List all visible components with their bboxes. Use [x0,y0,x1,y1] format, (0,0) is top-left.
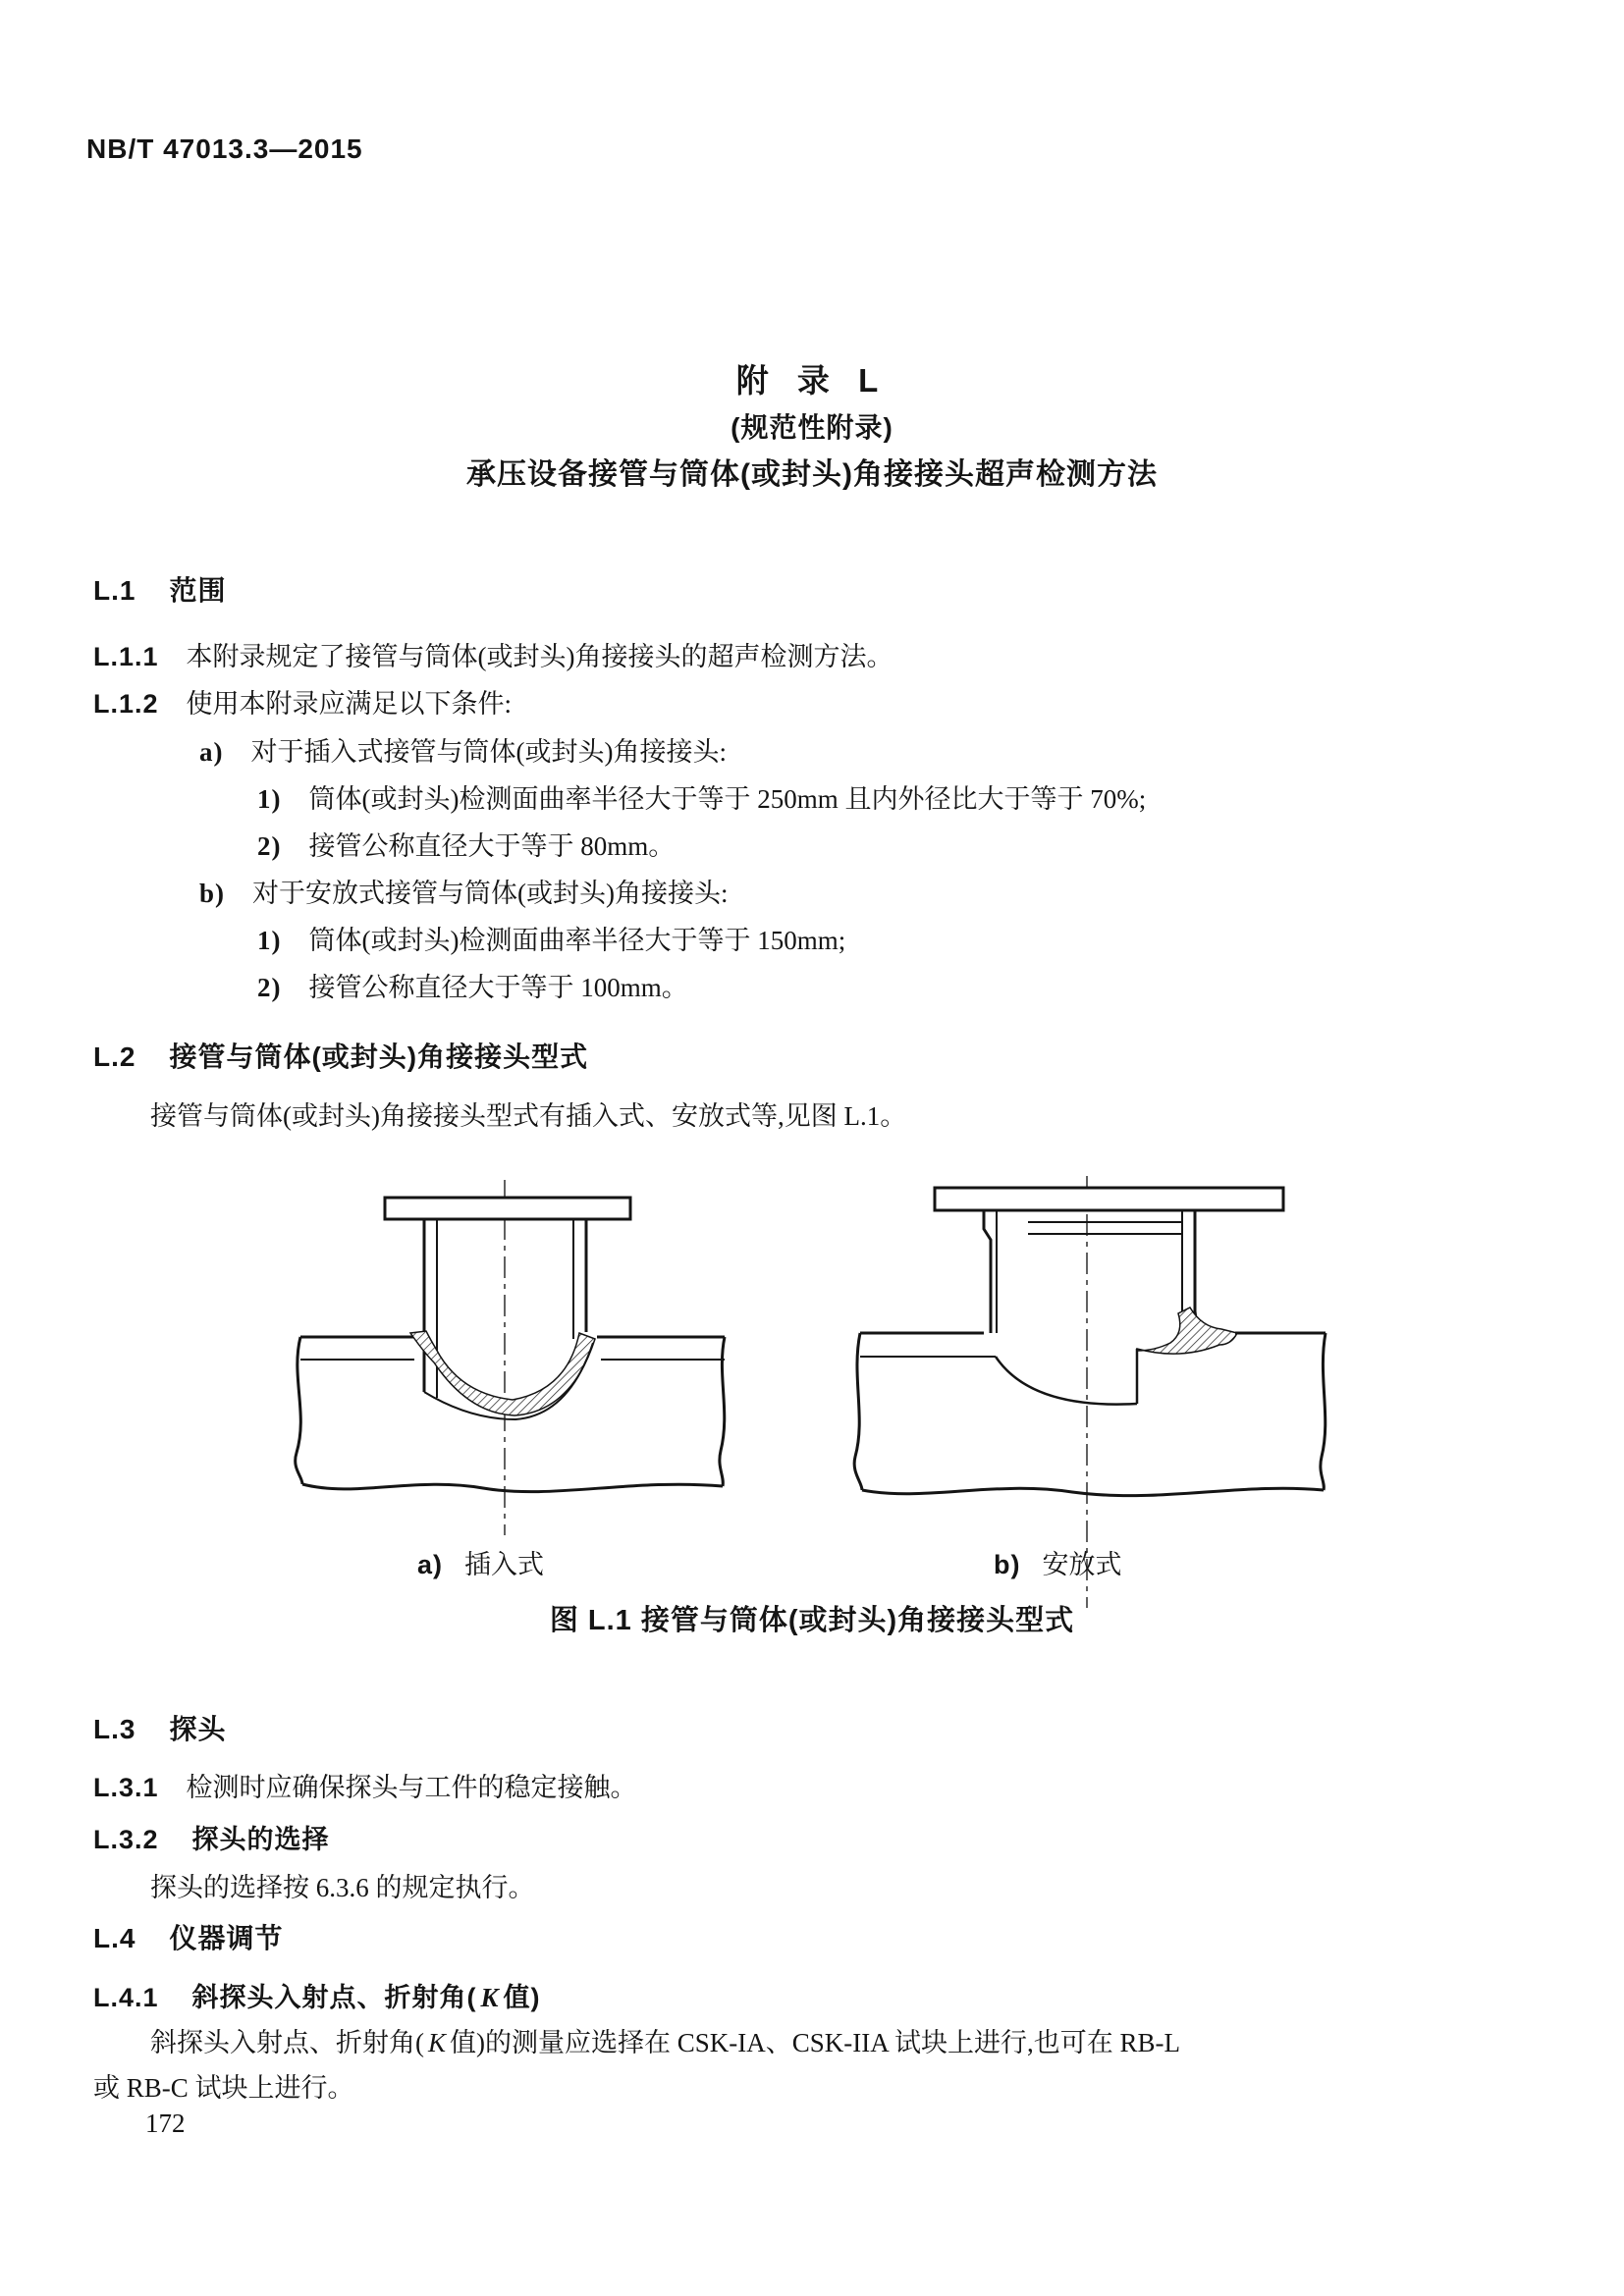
clause-l3-1-text: 检测时应确保探头与工件的稳定接触。 [186,1773,637,1802]
clause-l2-heading [93,1036,588,1075]
nozzle-flange [385,1198,630,1219]
clause-l3-heading [93,1708,226,1747]
clause-l3-2-paragraph: 探头的选择按 6.3.6 的规定执行。 [150,1873,535,1902]
clause-l4-1-heading [93,1976,541,2014]
list-item-b-number: b) [199,879,226,908]
list-item-b2-number: 2) [257,973,282,1002]
clause-l2-number: L.2 [93,1041,136,1072]
clause-l4-1-paragraph-line1 [93,2026,1180,2059]
appendix-name: 承压设备接管与筒体(或封头)角接接头超声检测方法 [466,458,1158,491]
clause-l4-number: L.4 [93,1923,136,1953]
clause-l1-2-number: L.1.2 [93,689,159,719]
clause-l4-1-title-post: 值) [503,1983,541,2012]
clause-l4-1-title-k-symbol: K [480,1983,500,2012]
clause-l1-1-text: 本附录规定了接管与筒体(或封头)角接接头的超声检测方法。 [186,642,893,671]
clause-l2-paragraph: 接管与筒体(或封头)角接接头型式有插入式、安放式等,见图 L.1。 [150,1101,907,1131]
figure-label-b-letter: b) [994,1550,1021,1579]
shell-break-line [862,1488,1324,1495]
appendix-title: 附 录 L [735,362,889,399]
clause-l4-1-number: L.4.1 [93,1983,159,2012]
clause-l1-2 [93,687,512,721]
clause-l1-heading [93,569,226,609]
list-item-a2 [257,829,675,863]
list-item-b-text: 对于安放式接管与筒体(或封头)角接接头: [252,879,729,908]
figure-label-b-text: 安放式 [1042,1550,1122,1579]
page-number: 172 [145,2109,186,2138]
shell-break-line [302,1484,723,1492]
list-item-b [199,877,729,910]
list-item-b1-text: 筒体(或封头)检测面曲率半径大于等于 150mm; [308,926,846,955]
list-item-a1 [257,782,1146,816]
clause-l3-number: L.3 [93,1714,136,1744]
figure-label-b [994,1543,1121,1581]
figure-label-a-text: 插入式 [464,1550,545,1579]
list-item-a1-number: 1) [257,784,282,814]
weld-seam [1137,1308,1237,1354]
nozzle-flange [935,1188,1283,1210]
clause-l4-1-para-k-symbol: K [428,2028,447,2057]
figure-a-drawing-insert-type [287,1170,738,1543]
weld-seam [410,1331,595,1415]
list-item-b1-number: 1) [257,926,282,955]
clause-l4-title: 仪器调节 [169,1923,284,1953]
clause-l4-1-title-pre: 斜探头入射点、折射角( [191,1983,477,2012]
clause-l3-2-heading [93,1818,330,1856]
list-item-a-number: a) [199,737,224,767]
clause-l3-1-number: L.3.1 [93,1773,159,1802]
standard-number-header: NB/T 47013.3—2015 [86,133,363,164]
clause-l1-1 [93,640,893,673]
clause-l4-1-paragraph-line2: 或 RB-C 试块上进行。 [93,2073,354,2103]
appendix-subtitle: (规范性附录) [731,412,893,443]
clause-l4-1-para-post: 值)的测量应选择在 CSK-IA、CSK-IIA 试块上进行,也可在 RB-L [450,2028,1181,2057]
clause-l1-1-number: L.1.1 [93,642,159,671]
clause-l3-title: 探头 [169,1714,227,1744]
clause-l2-title: 接管与筒体(或封头)角接接头型式 [169,1041,589,1072]
clause-l4-heading [93,1917,283,1956]
list-item-b2-text: 接管公称直径大于等于 100mm。 [308,973,688,1002]
list-item-b2 [257,971,688,1004]
clause-l4-1-para-pre: 斜探头入射点、折射角( [150,2028,424,2057]
clause-l1-2-text: 使用本附录应满足以下条件: [186,689,513,719]
clause-l3-1 [93,1771,637,1804]
list-item-a [199,735,727,769]
figure-label-a-letter: a) [417,1550,444,1579]
list-item-a2-number: 2) [257,831,282,861]
shell-hole-edge [996,1357,1137,1405]
clause-l3-2-title: 探头的选择 [191,1825,330,1854]
list-item-a2-text: 接管公称直径大于等于 80mm。 [308,831,676,861]
figure-caption: 图 L.1 接管与筒体(或封头)角接接头型式 [549,1605,1075,1636]
figure-label-a [417,1543,544,1581]
list-item-a1-text: 筒体(或封头)检测面曲率半径大于等于 250mm 且内外径比大于等于 70%; [308,784,1147,814]
clause-l3-2-number: L.3.2 [93,1825,159,1854]
clause-l1-number: L.1 [93,575,136,606]
list-item-b1 [257,924,845,957]
list-item-a-text: 对于插入式接管与筒体(或封头)角接接头: [250,737,727,767]
clause-l1-title: 范围 [169,575,227,606]
